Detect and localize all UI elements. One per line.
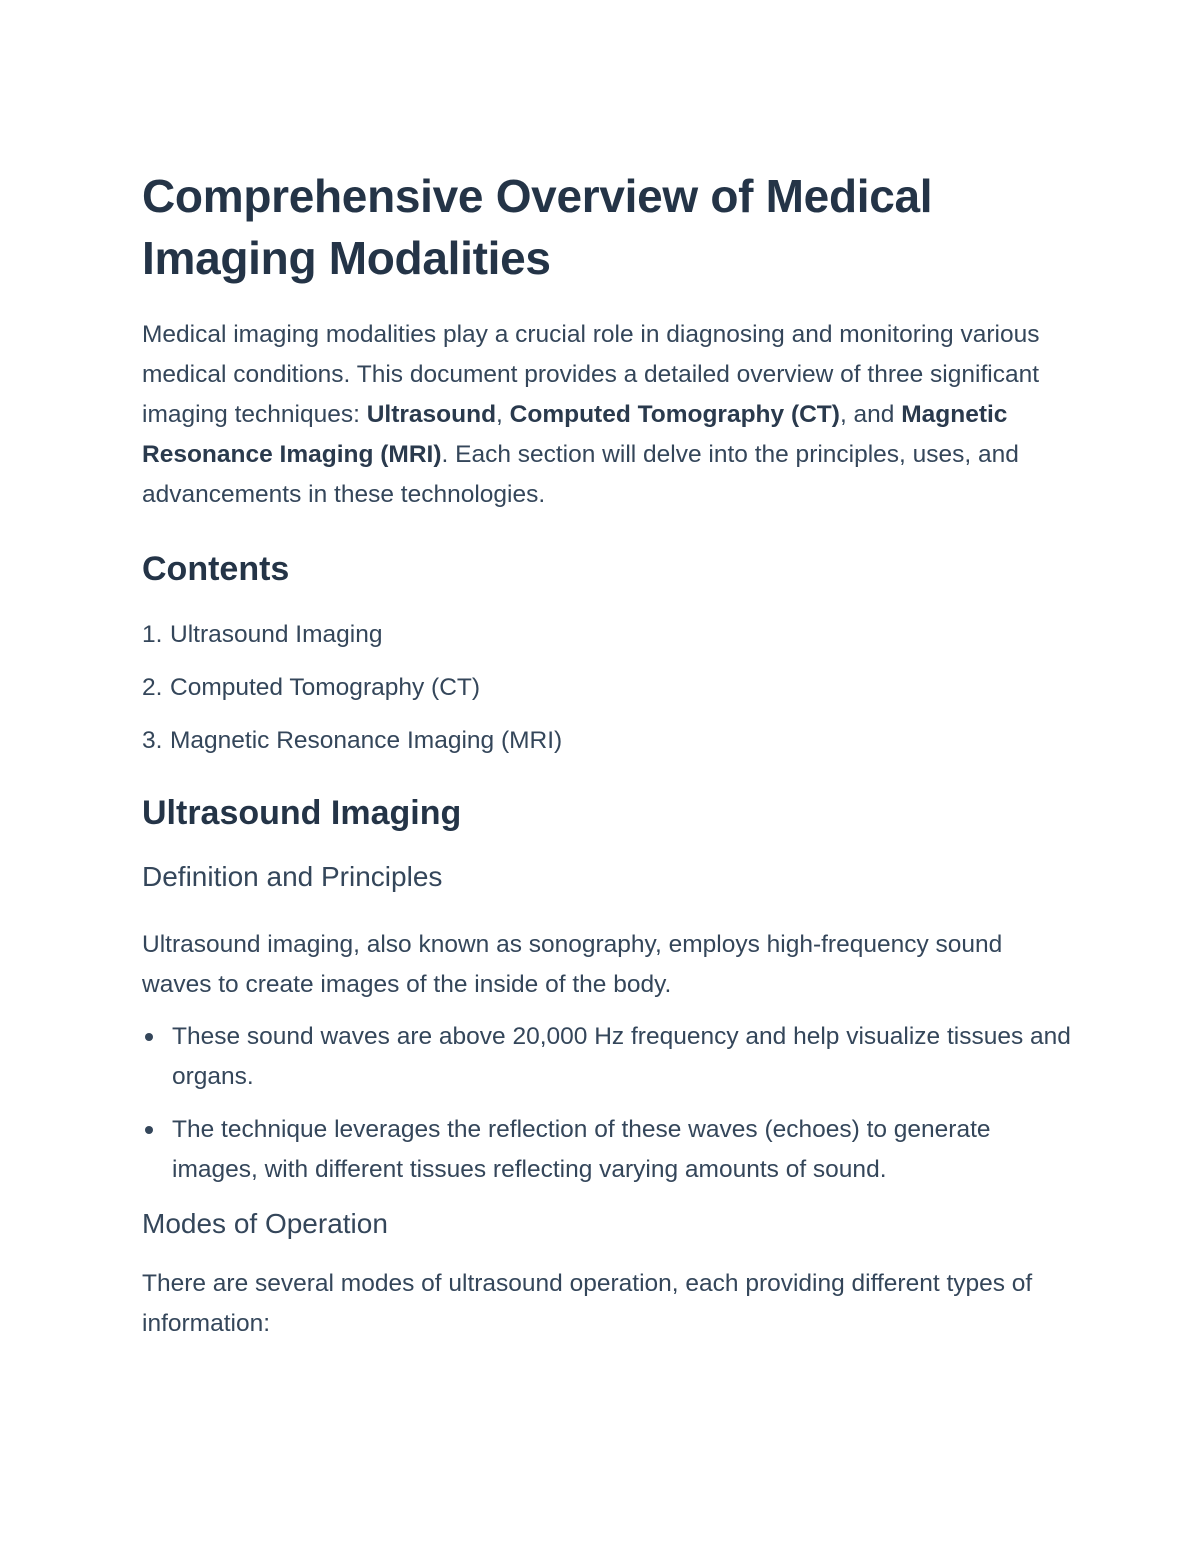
modes-paragraph: There are several modes of ultrasound operation, each providing different types of information: [142,1270,1033,1337]
contents-item-mri [142,721,1072,761]
intro-bold-mri: Magnetic Resonance Imaging (MRI) [142,401,1008,468]
ultrasound-heading: Ultrasound Imaging [142,794,462,832]
list-item [142,1110,1072,1190]
document-page [142,165,1072,1344]
contents-item-label: Computed Tomography (CT) [170,674,481,701]
definition-bullet-list [142,1017,1072,1190]
list-item [142,1017,1072,1097]
contents-item-number: 1. [142,621,163,648]
contents-item-label: Ultrasound Imaging [170,621,383,648]
contents-item-number: 3. [142,727,163,754]
intro-separator-1: , [496,401,510,428]
contents-item-number: 2. [142,674,163,701]
contents-heading: Contents [142,550,290,588]
intro-text-end: . Each section will delve into the principles, uses, and advancements in these technologies. [142,441,1019,508]
definition-heading: Definition and Principles [142,861,443,892]
intro-bold-ultrasound: Ultrasound [366,401,497,428]
definition-paragraph: Ultrasound imaging, also known as sonography, employs high-frequency sound waves to create images of the inside of the body. [142,931,1003,998]
bullet-text: These sound waves are above 20,000 Hz frequency and help visualize tissues and organs. [172,1023,1071,1090]
contents-item-ct [142,668,1072,708]
contents-item-ultrasound [142,615,1072,655]
bullet-icon [145,1126,153,1134]
modes-heading: Modes of Operation [142,1208,388,1239]
contents-list [142,615,1072,761]
bullet-text: The technique leverages the reflection of these waves (echoes) to generate images, with different tissues reflecting varying amounts of sound. [172,1116,991,1183]
page-title: Comprehensive Overview of Medical Imaging Modalities [142,170,933,284]
bullet-icon [145,1033,153,1041]
intro-text-start: Medical imaging modalities play a crucial role in diagnosing and monitoring various medical conditions. This document provides a detailed overview of three significant imaging techniques: [142,321,1040,428]
intro-separator-2: , and [839,401,902,428]
contents-item-label: Magnetic Resonance Imaging (MRI) [170,727,563,754]
intro-bold-ct: Computed Tomography (CT) [509,401,840,428]
intro-paragraph [142,315,1072,515]
